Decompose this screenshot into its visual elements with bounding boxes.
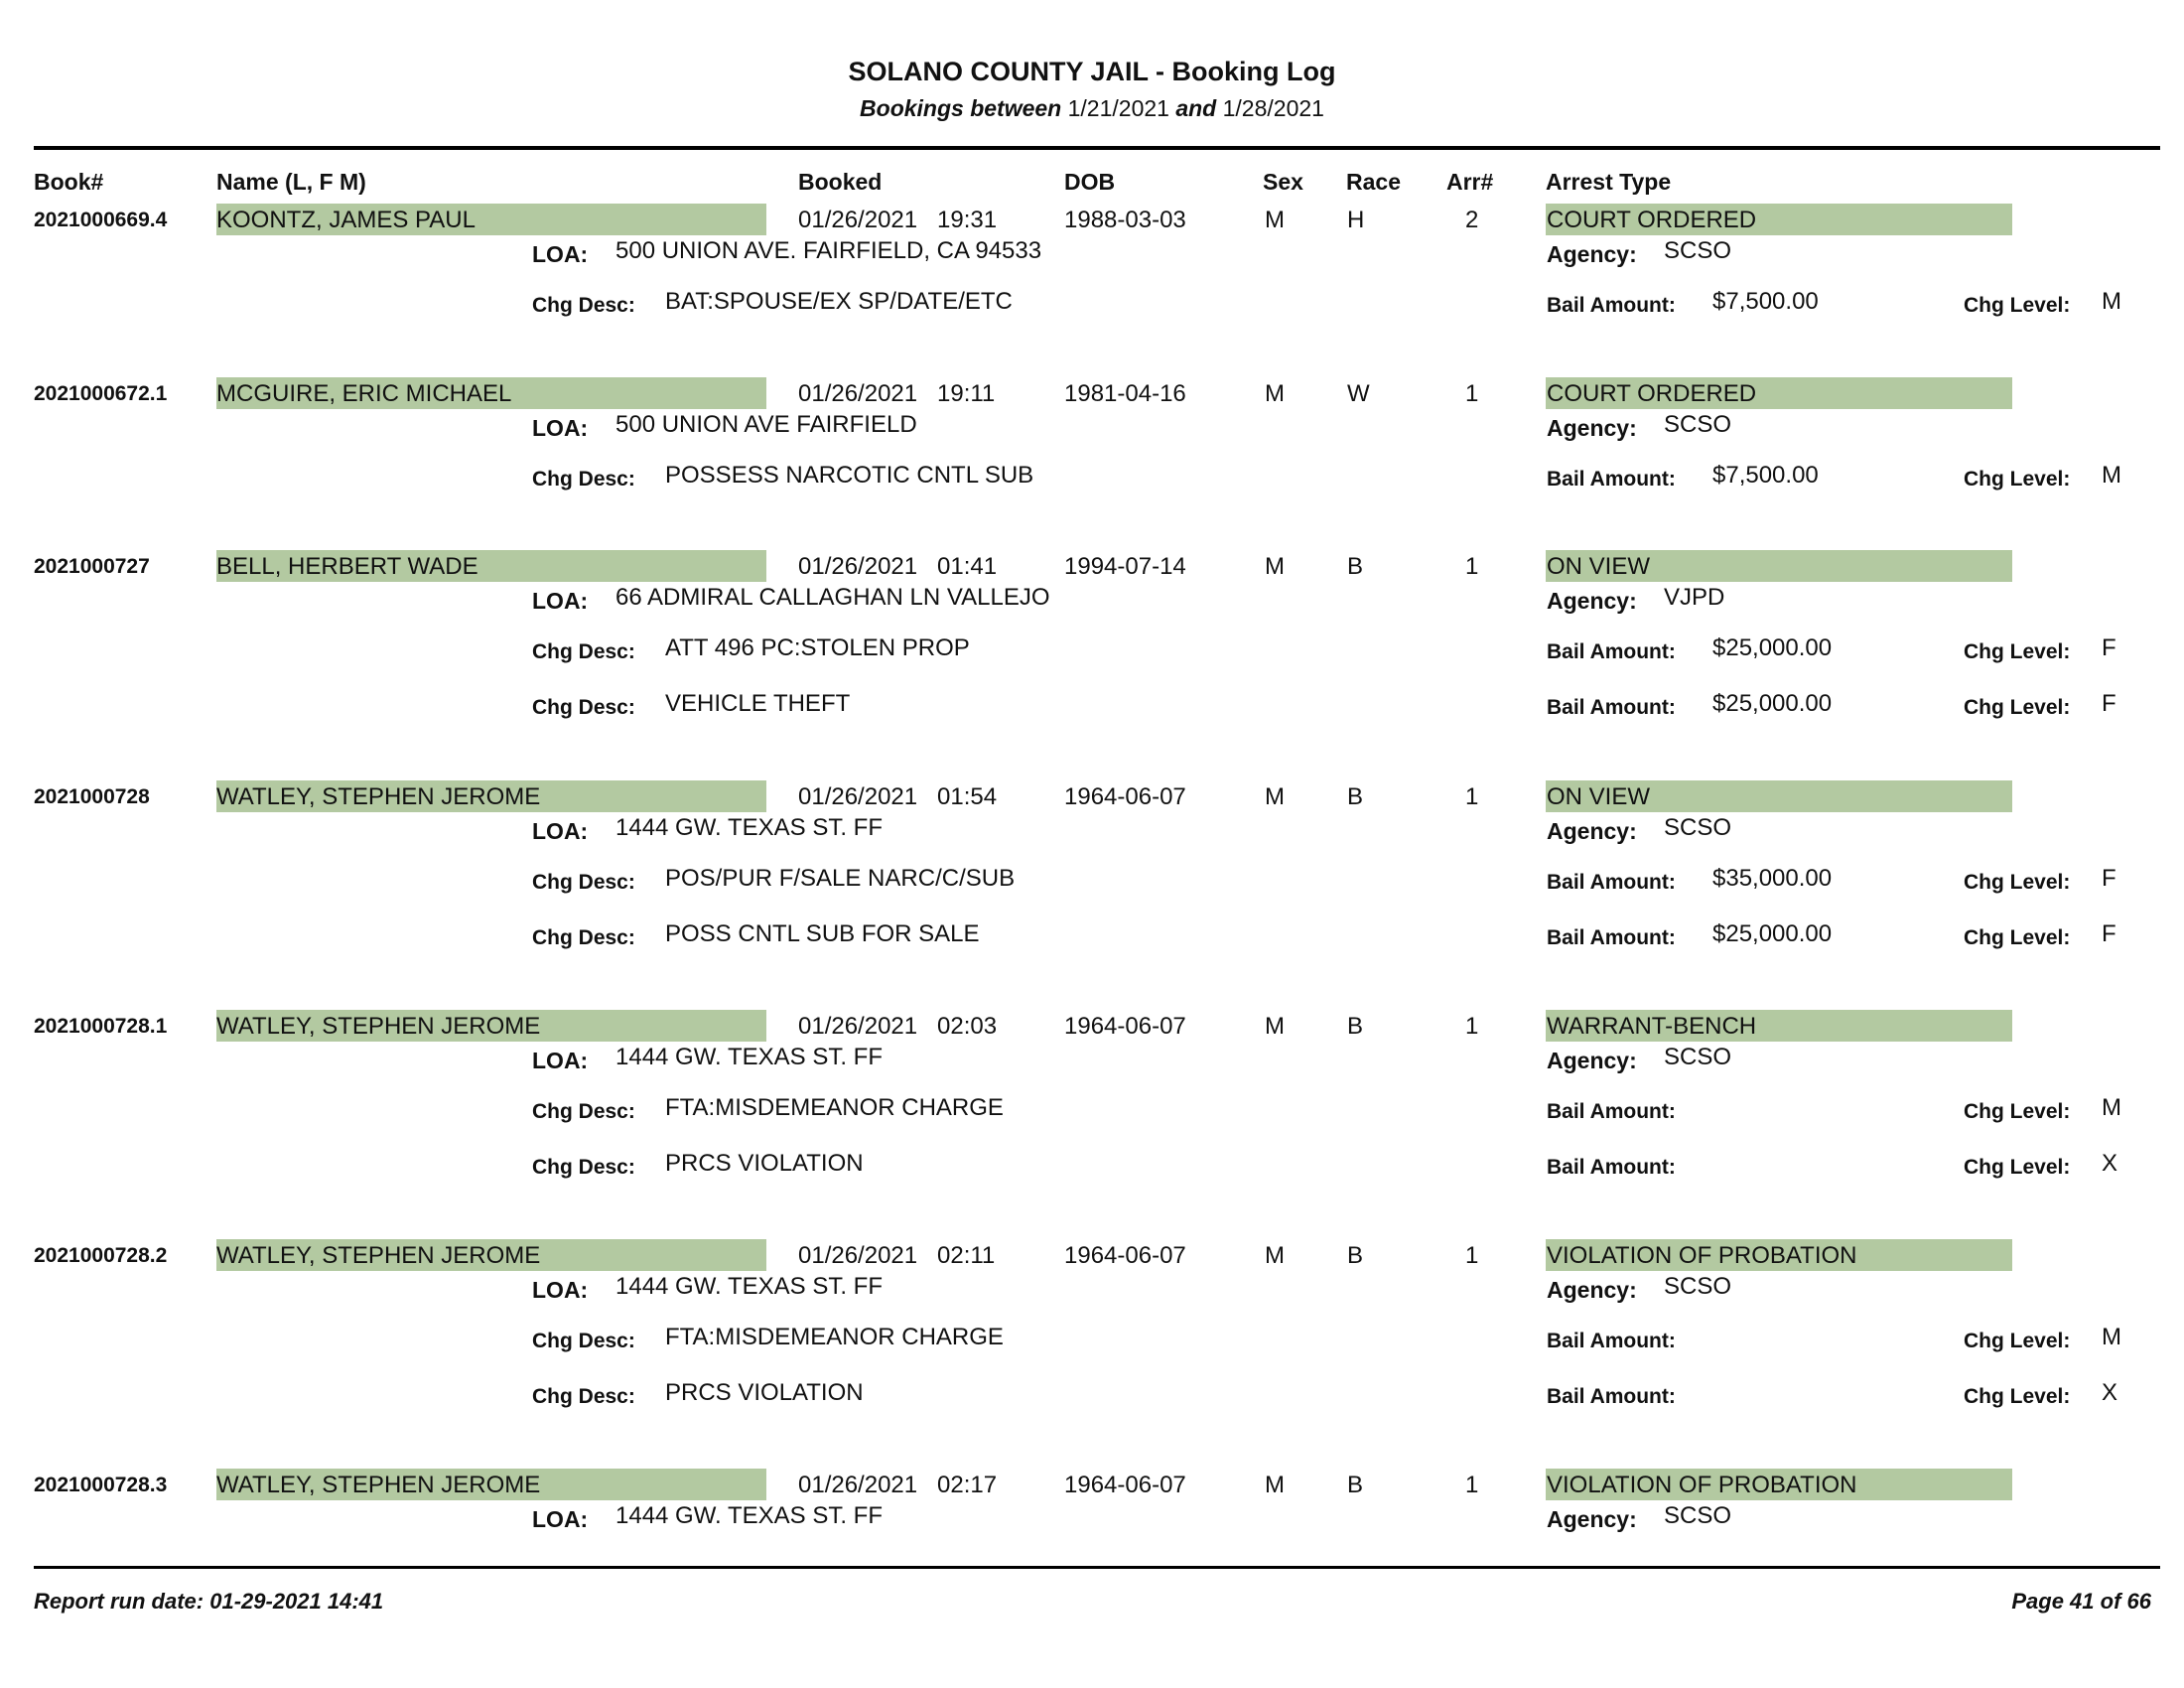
report-date-range <box>0 95 2184 122</box>
loa-label: LOA: <box>532 241 589 267</box>
charge-level: M <box>2102 462 2121 489</box>
charge-level: F <box>2102 920 2116 947</box>
inmate-name: MCGUIRE, ERIC MICHAEL <box>216 380 512 407</box>
arrest-count: 1 <box>1465 1472 1479 1498</box>
agency-label: Agency: <box>1547 818 1637 844</box>
charge-description: FTA:MISDEMEANOR CHARGE <box>665 1094 1004 1121</box>
chg-level-label: Chg Level: <box>1964 926 2071 949</box>
charge-level: M <box>2102 1094 2121 1121</box>
bail-amount-label: Bail Amount: <box>1547 468 1676 491</box>
loa-address: 1444 GW. TEXAS ST. FF <box>615 1273 883 1300</box>
race: B <box>1347 783 1364 810</box>
loa-label: LOA: <box>532 1048 589 1073</box>
bail-amount: $25,000.00 <box>1712 690 1833 717</box>
agency: SCSO <box>1664 1044 1732 1070</box>
dob: 1994-07-14 <box>1064 553 1186 580</box>
chg-desc-label: Chg Desc: <box>532 1156 635 1179</box>
bail-amount-label: Bail Amount: <box>1547 696 1676 719</box>
race: B <box>1347 553 1364 580</box>
chg-level-label: Chg Level: <box>1964 696 2071 719</box>
book-number: 2021000727 <box>34 555 150 578</box>
charge-description: PRCS VIOLATION <box>665 1379 864 1406</box>
inmate-name: WATLEY, STEPHEN JEROME <box>216 1472 541 1498</box>
chg-level-label: Chg Level: <box>1964 294 2071 317</box>
end-date: 1/28/2021 <box>1222 95 1324 121</box>
chg-level-label: Chg Level: <box>1964 1385 2071 1408</box>
booked-time: 02:17 <box>937 1472 998 1498</box>
booked-date: 01/26/2021 <box>798 1013 918 1040</box>
arrest-count: 1 <box>1465 783 1479 810</box>
chg-level-label: Chg Level: <box>1964 871 2071 894</box>
arrest-count: 1 <box>1465 1013 1479 1040</box>
chg-desc-label: Chg Desc: <box>532 1100 635 1123</box>
charge-description: POS/PUR F/SALE NARC/C/SUB <box>665 865 1016 892</box>
chg-desc-label: Chg Desc: <box>532 696 635 719</box>
chg-desc-label: Chg Desc: <box>532 926 635 949</box>
bail-amount-label: Bail Amount: <box>1547 294 1676 317</box>
col-arrest-type: Arrest Type <box>1546 169 1672 195</box>
book-number: 2021000728.1 <box>34 1015 168 1038</box>
chg-level-label: Chg Level: <box>1964 640 2071 663</box>
sex: M <box>1265 207 1285 233</box>
charge-level: X <box>2102 1379 2118 1406</box>
charge-description: VEHICLE THEFT <box>665 690 851 717</box>
booking-record <box>0 1472 2184 1532</box>
book-number: 2021000728 <box>34 785 150 808</box>
loa-address: 66 ADMIRAL CALLAGHAN LN VALLEJO <box>615 584 1050 611</box>
agency: VJPD <box>1664 584 1725 611</box>
sex: M <box>1265 1472 1285 1498</box>
charge-level: F <box>2102 865 2116 892</box>
sex: M <box>1265 1013 1285 1040</box>
dob: 1964-06-07 <box>1064 783 1186 810</box>
chg-level-label: Chg Level: <box>1964 1156 2071 1179</box>
booked-date: 01/26/2021 <box>798 207 918 233</box>
race: W <box>1347 380 1370 407</box>
sex: M <box>1265 783 1285 810</box>
col-book: Book# <box>34 169 104 195</box>
chg-desc-label: Chg Desc: <box>532 1330 635 1352</box>
agency-label: Agency: <box>1547 1506 1637 1532</box>
agency: SCSO <box>1664 814 1732 841</box>
chg-desc-label: Chg Desc: <box>532 640 635 663</box>
bail-amount: $35,000.00 <box>1712 865 1833 892</box>
booking-record <box>0 207 2184 317</box>
charge-level: X <box>2102 1150 2118 1177</box>
agency-label: Agency: <box>1547 1048 1637 1073</box>
report-run-date: Report run date: 01-29-2021 14:41 <box>34 1589 384 1614</box>
loa-address: 500 UNION AVE. FAIRFIELD, CA 94533 <box>615 237 1042 264</box>
booked-time: 02:03 <box>937 1013 998 1040</box>
agency-label: Agency: <box>1547 1277 1637 1303</box>
dob: 1981-04-16 <box>1064 380 1186 407</box>
arrest-type: COURT ORDERED <box>1547 380 1757 407</box>
bail-amount: $7,500.00 <box>1712 462 1819 489</box>
chg-desc-label: Chg Desc: <box>532 468 635 491</box>
arrest-type: WARRANT-BENCH <box>1547 1013 1757 1040</box>
inmate-name: WATLEY, STEPHEN JEROME <box>216 1242 541 1269</box>
booking-record <box>0 1013 2184 1179</box>
booked-time: 01:41 <box>937 553 998 580</box>
col-race: Race <box>1346 169 1401 195</box>
arrest-count: 1 <box>1465 1242 1479 1269</box>
arrest-type: COURT ORDERED <box>1547 207 1757 233</box>
booked-time: 19:11 <box>937 380 996 407</box>
chg-desc-label: Chg Desc: <box>532 871 635 894</box>
booked-time: 19:31 <box>937 207 998 233</box>
loa-label: LOA: <box>532 1277 589 1303</box>
booked-time: 01:54 <box>937 783 998 810</box>
book-number: 2021000728.3 <box>34 1474 168 1496</box>
col-arr: Arr# <box>1446 169 1494 195</box>
booking-record <box>0 553 2184 719</box>
chg-level-label: Chg Level: <box>1964 468 2071 491</box>
sex: M <box>1265 553 1285 580</box>
booked-date: 01/26/2021 <box>798 553 918 580</box>
col-dob: DOB <box>1064 169 1116 195</box>
book-number: 2021000728.2 <box>34 1244 168 1267</box>
agency-label: Agency: <box>1547 241 1637 267</box>
chg-level-label: Chg Level: <box>1964 1330 2071 1352</box>
bail-amount-label: Bail Amount: <box>1547 1330 1676 1352</box>
race: B <box>1347 1242 1364 1269</box>
charge-level: M <box>2102 288 2121 315</box>
booked-time: 02:11 <box>937 1242 996 1269</box>
race: H <box>1347 207 1365 233</box>
col-booked: Booked <box>798 169 883 195</box>
dob: 1964-06-07 <box>1064 1472 1186 1498</box>
arrest-type: VIOLATION OF PROBATION <box>1547 1242 1857 1269</box>
book-number: 2021000669.4 <box>34 209 168 231</box>
col-name: Name (L, F M) <box>216 169 366 195</box>
charge-description: ATT 496 PC:STOLEN PROP <box>665 634 970 661</box>
arrest-type: VIOLATION OF PROBATION <box>1547 1472 1857 1498</box>
bail-amount-label: Bail Amount: <box>1547 1156 1676 1179</box>
col-sex: Sex <box>1263 169 1303 195</box>
book-number: 2021000672.1 <box>34 382 168 405</box>
bail-amount: $25,000.00 <box>1712 634 1833 661</box>
chg-desc-label: Chg Desc: <box>532 1385 635 1408</box>
arrest-count: 1 <box>1465 380 1479 407</box>
sex: M <box>1265 1242 1285 1269</box>
charge-level: M <box>2102 1324 2121 1350</box>
booking-record <box>0 380 2184 491</box>
race: B <box>1347 1013 1364 1040</box>
agency: SCSO <box>1664 237 1732 264</box>
charge-level: F <box>2102 634 2116 661</box>
loa-label: LOA: <box>532 818 589 844</box>
bail-amount-label: Bail Amount: <box>1547 640 1676 663</box>
dob: 1964-06-07 <box>1064 1013 1186 1040</box>
charge-description: PRCS VIOLATION <box>665 1150 864 1177</box>
page-number: Page 41 of 66 <box>2011 1589 2151 1614</box>
loa-label: LOA: <box>532 1506 589 1532</box>
booked-date: 01/26/2021 <box>798 1472 918 1498</box>
booked-date: 01/26/2021 <box>798 380 918 407</box>
agency-label: Agency: <box>1547 415 1637 441</box>
inmate-name: BELL, HERBERT WADE <box>216 553 478 580</box>
booked-date: 01/26/2021 <box>798 1242 918 1269</box>
bail-amount-label: Bail Amount: <box>1547 871 1676 894</box>
agency-label: Agency: <box>1547 588 1637 614</box>
chg-desc-label: Chg Desc: <box>532 294 635 317</box>
loa-address: 1444 GW. TEXAS ST. FF <box>615 814 883 841</box>
agency: SCSO <box>1664 411 1732 438</box>
bail-amount-label: Bail Amount: <box>1547 1100 1676 1123</box>
inmate-name: WATLEY, STEPHEN JEROME <box>216 1013 541 1040</box>
loa-address: 1444 GW. TEXAS ST. FF <box>615 1502 883 1529</box>
charge-level: F <box>2102 690 2116 717</box>
booking-record <box>0 783 2184 949</box>
race: B <box>1347 1472 1364 1498</box>
loa-address: 1444 GW. TEXAS ST. FF <box>615 1044 883 1070</box>
dob: 1988-03-03 <box>1064 207 1186 233</box>
sex: M <box>1265 380 1285 407</box>
chg-level-label: Chg Level: <box>1964 1100 2071 1123</box>
arrest-type: ON VIEW <box>1547 783 1651 810</box>
agency: SCSO <box>1664 1502 1732 1529</box>
charge-description: POSS CNTL SUB FOR SALE <box>665 920 980 947</box>
bail-amount: $25,000.00 <box>1712 920 1833 947</box>
arrest-count: 2 <box>1465 207 1479 233</box>
dob: 1964-06-07 <box>1064 1242 1186 1269</box>
start-date: 1/21/2021 <box>1067 95 1169 121</box>
inmate-name: KOONTZ, JAMES PAUL <box>216 207 476 233</box>
agency: SCSO <box>1664 1273 1732 1300</box>
footer-divider <box>34 1566 2160 1569</box>
loa-label: LOA: <box>532 415 589 441</box>
subtitle-and: and <box>1175 95 1217 121</box>
booked-date: 01/26/2021 <box>798 783 918 810</box>
charge-description: FTA:MISDEMEANOR CHARGE <box>665 1324 1004 1350</box>
arrest-count: 1 <box>1465 553 1479 580</box>
arrest-type: ON VIEW <box>1547 553 1651 580</box>
report-title: SOLANO COUNTY JAIL - Booking Log <box>848 57 1336 86</box>
bail-amount: $7,500.00 <box>1712 288 1819 315</box>
loa-label: LOA: <box>532 588 589 614</box>
bail-amount-label: Bail Amount: <box>1547 1385 1676 1408</box>
loa-address: 500 UNION AVE FAIRFIELD <box>615 411 917 438</box>
bail-amount-label: Bail Amount: <box>1547 926 1676 949</box>
inmate-name: WATLEY, STEPHEN JEROME <box>216 783 541 810</box>
booking-record <box>0 1242 2184 1408</box>
subtitle-prefix: Bookings between <box>860 95 1062 121</box>
header-divider <box>34 146 2160 150</box>
charge-description: BAT:SPOUSE/EX SP/DATE/ETC <box>665 288 1013 315</box>
charge-description: POSSESS NARCOTIC CNTL SUB <box>665 462 1034 489</box>
